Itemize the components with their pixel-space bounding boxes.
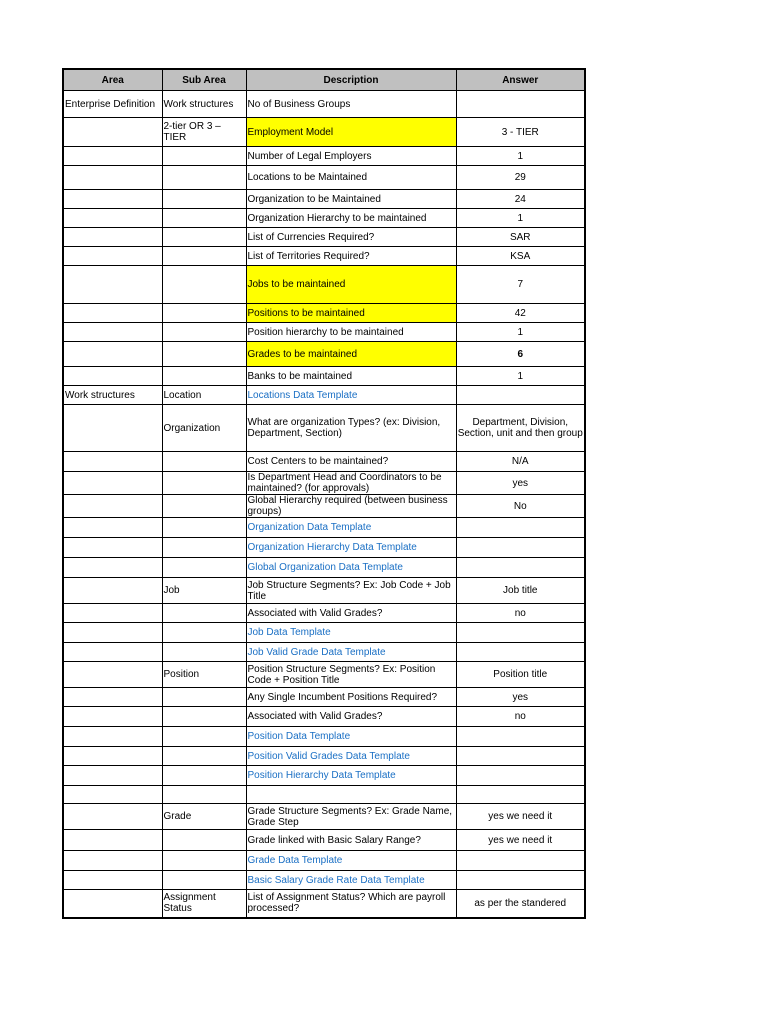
cell-answer: 3 - TIER: [456, 118, 585, 147]
cell-area: [63, 118, 162, 147]
table-row: [63, 538, 585, 558]
table-row: [63, 578, 585, 604]
cell-answer: Position title: [456, 662, 585, 688]
cell-sub-area: [162, 871, 246, 890]
header-area: Area: [63, 69, 162, 91]
cell-area: [63, 890, 162, 918]
cell-sub-area: [162, 766, 246, 786]
cell-area: [63, 604, 162, 623]
table-row: [63, 118, 585, 147]
template-link[interactable]: Job Valid Grade Data Template: [246, 643, 456, 662]
cell-area: [63, 190, 162, 209]
template-link[interactable]: Locations Data Template: [246, 386, 456, 405]
cell-answer: No: [456, 495, 585, 518]
cell-answer: [456, 623, 585, 643]
table-row: [63, 342, 585, 367]
table-row: [63, 405, 585, 452]
cell-area: [63, 662, 162, 688]
cell-sub-area: [162, 518, 246, 538]
template-link[interactable]: Position Hierarchy Data Template: [246, 766, 456, 786]
table-row: [63, 707, 585, 727]
cell-sub-area: Job: [162, 578, 246, 604]
cell-area: [63, 452, 162, 472]
cell-area: [63, 623, 162, 643]
cell-answer: 1: [456, 367, 585, 386]
cell-sub-area: [162, 623, 246, 643]
cell-answer: 1: [456, 323, 585, 342]
cell-answer: [456, 747, 585, 766]
cell-area: [63, 228, 162, 247]
header-row: [63, 69, 585, 91]
table-row: [63, 472, 585, 495]
cell-description: List of Territories Required?: [246, 247, 456, 266]
cell-answer: SAR: [456, 228, 585, 247]
cell-answer: [456, 386, 585, 405]
table-row: [63, 452, 585, 472]
table-row: [63, 688, 585, 707]
table-row: [63, 228, 585, 247]
cell-answer: 29: [456, 166, 585, 190]
cell-description: Is Department Head and Coordinators to be maintained? (for approvals): [246, 472, 456, 495]
cell-description: Locations to be Maintained: [246, 166, 456, 190]
cell-sub-area: [162, 558, 246, 578]
cell-area: [63, 472, 162, 495]
cell-sub-area: [162, 604, 246, 623]
cell-area: [63, 518, 162, 538]
cell-sub-area: [162, 266, 246, 304]
cell-description: Grades to be maintained: [246, 342, 456, 367]
table-row: [63, 166, 585, 190]
cell-description: Jobs to be maintained: [246, 266, 456, 304]
cell-description: Job Structure Segments? Ex: Job Code + Job Title: [246, 578, 456, 604]
table-row: [63, 147, 585, 166]
table-row: [63, 91, 585, 118]
cell-area: [63, 707, 162, 727]
cell-description: What are organization Types? (ex: Division, Department, Section): [246, 405, 456, 452]
template-link[interactable]: Position Valid Grades Data Template: [246, 747, 456, 766]
cell-area: [63, 247, 162, 266]
cell-description: List of Currencies Required?: [246, 228, 456, 247]
cell-sub-area: [162, 304, 246, 323]
cell-area: [63, 323, 162, 342]
cell-answer: yes we need it: [456, 804, 585, 830]
cell-answer: as per the standered: [456, 890, 585, 918]
table-row: [63, 266, 585, 304]
table-row: [63, 871, 585, 890]
cell-description: Associated with Valid Grades?: [246, 604, 456, 623]
cell-area: Enterprise Definition: [63, 91, 162, 118]
cell-answer: 24: [456, 190, 585, 209]
cell-sub-area: Organization: [162, 405, 246, 452]
requirements-table: [62, 68, 586, 919]
cell-area: [63, 747, 162, 766]
table-row: [63, 367, 585, 386]
cell-sub-area: [162, 367, 246, 386]
cell-sub-area: [162, 707, 246, 727]
cell-sub-area: [162, 247, 246, 266]
cell-description: Number of Legal Employers: [246, 147, 456, 166]
cell-area: [63, 342, 162, 367]
cell-area: [63, 558, 162, 578]
cell-description: Grade linked with Basic Salary Range?: [246, 830, 456, 851]
table-row: [63, 304, 585, 323]
cell-answer: [456, 871, 585, 890]
cell-description: Organization to be Maintained: [246, 190, 456, 209]
table-row: [63, 604, 585, 623]
cell-sub-area: 2-tier OR 3 – TIER: [162, 118, 246, 147]
cell-answer: [456, 518, 585, 538]
cell-answer: 1: [456, 147, 585, 166]
cell-sub-area: [162, 472, 246, 495]
cell-sub-area: [162, 147, 246, 166]
cell-answer: [456, 91, 585, 118]
header-sub-area: Sub Area: [162, 69, 246, 91]
cell-sub-area: [162, 786, 246, 804]
cell-sub-area: [162, 643, 246, 662]
cell-sub-area: [162, 323, 246, 342]
table-row: [63, 851, 585, 871]
cell-answer: [456, 558, 585, 578]
table-row: [63, 890, 585, 918]
cell-sub-area: [162, 166, 246, 190]
cell-description: Organization Hierarchy to be maintained: [246, 209, 456, 228]
table-row: [63, 830, 585, 851]
cell-sub-area: [162, 538, 246, 558]
cell-area: [63, 367, 162, 386]
cell-description: Cost Centers to be maintained?: [246, 452, 456, 472]
table-row: [63, 558, 585, 578]
cell-answer: Department, Division, Section, unit and then group: [456, 405, 585, 452]
cell-area: [63, 405, 162, 452]
cell-sub-area: Assignment Status: [162, 890, 246, 918]
cell-area: Work structures: [63, 386, 162, 405]
cell-answer: KSA: [456, 247, 585, 266]
cell-sub-area: [162, 495, 246, 518]
cell-area: [63, 727, 162, 747]
cell-area: [63, 304, 162, 323]
cell-sub-area: [162, 190, 246, 209]
cell-sub-area: [162, 851, 246, 871]
cell-area: [63, 495, 162, 518]
cell-area: [63, 851, 162, 871]
cell-description: Position Structure Segments? Ex: Position Code + Position Title: [246, 662, 456, 688]
cell-sub-area: [162, 452, 246, 472]
table-row: [63, 247, 585, 266]
cell-answer: 7: [456, 266, 585, 304]
table-row: [63, 804, 585, 830]
table-row: [63, 518, 585, 538]
cell-answer: [456, 786, 585, 804]
cell-description: Positions to be maintained: [246, 304, 456, 323]
cell-sub-area: Position: [162, 662, 246, 688]
cell-area: [63, 538, 162, 558]
cell-description: No of Business Groups: [246, 91, 456, 118]
cell-area: [63, 688, 162, 707]
cell-answer: 1: [456, 209, 585, 228]
cell-area: [63, 766, 162, 786]
cell-area: [63, 830, 162, 851]
cell-answer: 42: [456, 304, 585, 323]
cell-answer: 6: [456, 342, 585, 367]
cell-area: [63, 147, 162, 166]
table-row: [63, 766, 585, 786]
table-row: [63, 209, 585, 228]
cell-area: [63, 786, 162, 804]
cell-description: Banks to be maintained: [246, 367, 456, 386]
cell-sub-area: [162, 342, 246, 367]
template-link[interactable]: Position Data Template: [246, 727, 456, 747]
cell-sub-area: [162, 209, 246, 228]
cell-area: [63, 643, 162, 662]
header-answer: Answer: [456, 69, 585, 91]
cell-sub-area: Work structures: [162, 91, 246, 118]
cell-description: Associated with Valid Grades?: [246, 707, 456, 727]
table-row: [63, 643, 585, 662]
table-row: [63, 786, 585, 804]
table-row: [63, 323, 585, 342]
header-description: Description: [246, 69, 456, 91]
cell-sub-area: [162, 688, 246, 707]
cell-answer: [456, 727, 585, 747]
cell-sub-area: Location: [162, 386, 246, 405]
cell-sub-area: [162, 747, 246, 766]
table-row: [63, 495, 585, 518]
template-link[interactable]: Organization Hierarchy Data Template: [246, 538, 456, 558]
cell-answer: [456, 643, 585, 662]
table-row: [63, 727, 585, 747]
cell-description: Any Single Incumbent Positions Required?: [246, 688, 456, 707]
template-link[interactable]: Basic Salary Grade Rate Data Template: [246, 871, 456, 890]
cell-description: Global Hierarchy required (between business groups): [246, 495, 456, 518]
cell-description: Employment Model: [246, 118, 456, 147]
template-link[interactable]: Job Data Template: [246, 623, 456, 643]
template-link[interactable]: Global Organization Data Template: [246, 558, 456, 578]
cell-area: [63, 166, 162, 190]
cell-answer: no: [456, 707, 585, 727]
table-row: [63, 190, 585, 209]
cell-sub-area: [162, 727, 246, 747]
cell-answer: Job title: [456, 578, 585, 604]
cell-sub-area: [162, 830, 246, 851]
table-row: [63, 386, 585, 405]
cell-answer: [456, 851, 585, 871]
cell-area: [63, 804, 162, 830]
cell-answer: yes we need it: [456, 830, 585, 851]
template-link[interactable]: Grade Data Template: [246, 851, 456, 871]
cell-sub-area: [162, 228, 246, 247]
cell-description: Position hierarchy to be maintained: [246, 323, 456, 342]
cell-area: [63, 578, 162, 604]
cell-area: [63, 871, 162, 890]
cell-answer: [456, 766, 585, 786]
cell-description: Grade Structure Segments? Ex: Grade Name, Grade Step: [246, 804, 456, 830]
cell-answer: N/A: [456, 452, 585, 472]
cell-answer: yes: [456, 688, 585, 707]
cell-area: [63, 209, 162, 228]
table-row: [63, 747, 585, 766]
cell-area: [63, 266, 162, 304]
cell-description: List of Assignment Status? Which are payroll processed?: [246, 890, 456, 918]
template-link[interactable]: Organization Data Template: [246, 518, 456, 538]
cell-sub-area: Grade: [162, 804, 246, 830]
cell-answer: [456, 538, 585, 558]
cell-description: [246, 786, 456, 804]
cell-answer: no: [456, 604, 585, 623]
table-row: [63, 623, 585, 643]
table-row: [63, 662, 585, 688]
cell-answer: yes: [456, 472, 585, 495]
